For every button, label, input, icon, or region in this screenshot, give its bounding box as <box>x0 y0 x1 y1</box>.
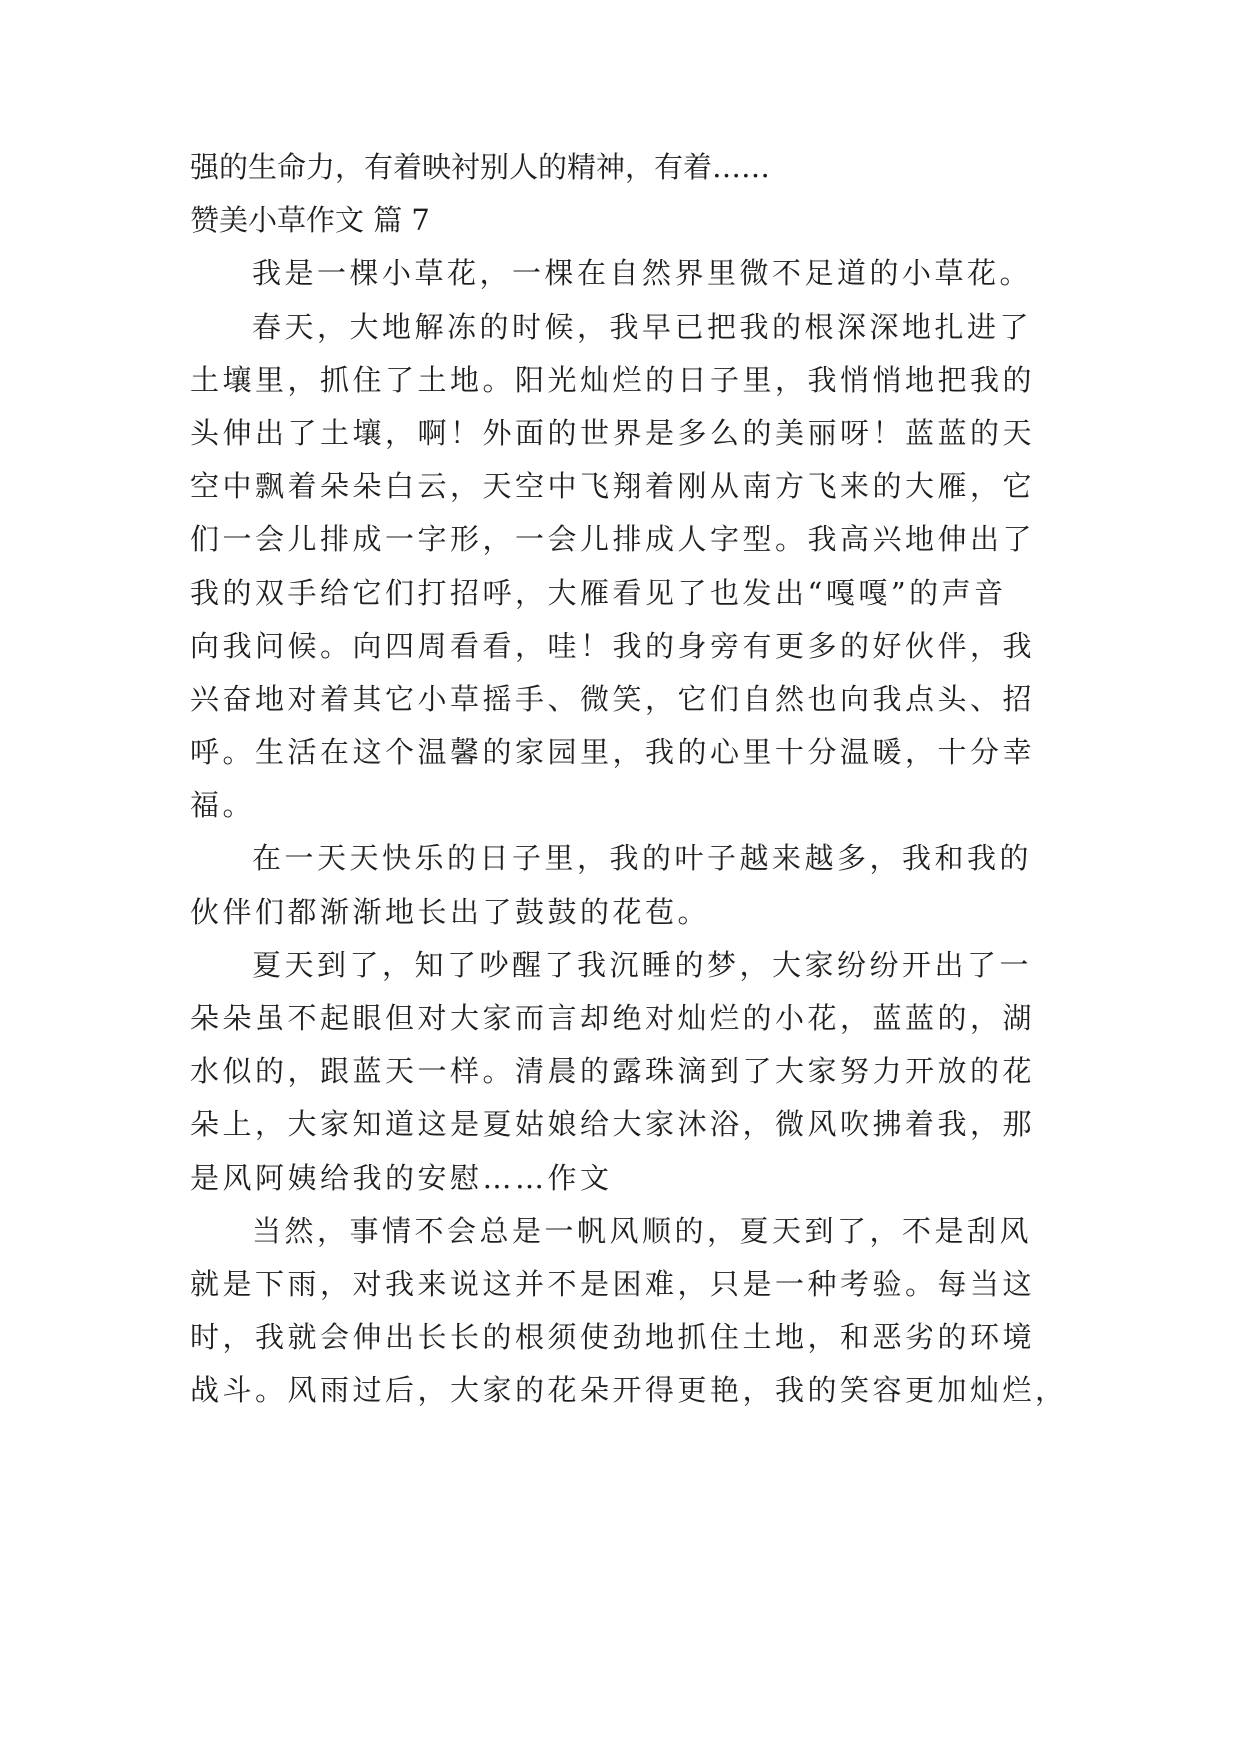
paragraph <box>190 939 1190 1205</box>
text-line: 空中飘着朵朵白云，天空中飞翔着刚从南方飞来的大雁，它 <box>190 469 1036 504</box>
paragraph <box>190 301 1190 833</box>
text-line: 在一天天快乐的日子里，我的叶子越来越多，我和我的 <box>252 841 1033 876</box>
paragraph <box>190 1205 1190 1418</box>
text-line: 春天，大地解冻的时候，我早已把我的根深深地扎进了 <box>252 309 1033 344</box>
text-line: 时，我就会伸出长长的根须使劲地抓住土地，和恶劣的环境 <box>190 1320 1036 1355</box>
text-line: 头伸出了土壤，啊！外面的世界是多么的美丽呀！蓝蓝的天 <box>190 415 1036 450</box>
document-body <box>190 141 1190 1418</box>
text-line: 向我问候。向四周看看，哇！我的身旁有更多的好伙伴，我 <box>190 628 1036 663</box>
continuation-line: 强的生命力，有着映衬别人的精神，有着…… <box>190 150 771 184</box>
text-line: 呼。生活在这个温馨的家园里，我的心里十分温暖，十分幸 <box>190 735 1036 770</box>
text-line: 是风阿姨给我的安慰……作文 <box>190 1160 613 1195</box>
text-line: 朵上，大家知道这是夏姑娘给大家沐浴，微风吹拂着我，那 <box>190 1107 1036 1142</box>
text-line: 我是一棵小草花，一棵在自然界里微不足道的小草花。 <box>252 256 1033 291</box>
text-line: 就是下雨，对我来说这并不是困难，只是一种考验。每当这 <box>190 1266 1036 1301</box>
text-line: 夏天到了，知了吵醒了我沉睡的梦，大家纷纷开出了一 <box>252 947 1033 982</box>
text-line: 福。 <box>190 788 256 823</box>
text-line: 朵朵虽不起眼但对大家而言却绝对灿烂的小花，蓝蓝的，湖 <box>190 1001 1036 1035</box>
text-line: 我的双手给它们打招呼，大雁看见了也发出“嘎嘎”的声音 <box>190 575 1007 610</box>
paragraph <box>190 832 1190 938</box>
text-line: 水似的，跟蓝天一样。清晨的露珠滴到了大家努力开放的花 <box>190 1054 1036 1089</box>
text-line: 兴奋地对着其它小草摇手、微笑，它们自然也向我点头、招 <box>190 681 1036 716</box>
text-line: 当然，事情不会总是一帆风顺的，夏天到了，不是刮风 <box>252 1213 1033 1248</box>
section-heading: 赞美小草作文 篇 7 <box>190 203 430 238</box>
text-line: 们一会儿排成一字形，一会儿排成人字型。我高兴地伸出了 <box>190 522 1036 557</box>
text-line: 战斗。风雨过后，大家的花朵开得更艳，我的笑容更加灿烂， <box>190 1373 1068 1408</box>
text-line: 伙伴们都渐渐地长出了鼓鼓的花苞。 <box>190 894 711 929</box>
text-line: 土壤里，抓住了土地。阳光灿烂的日子里，我悄悄地把我的 <box>190 362 1036 397</box>
paragraph <box>190 247 1190 300</box>
